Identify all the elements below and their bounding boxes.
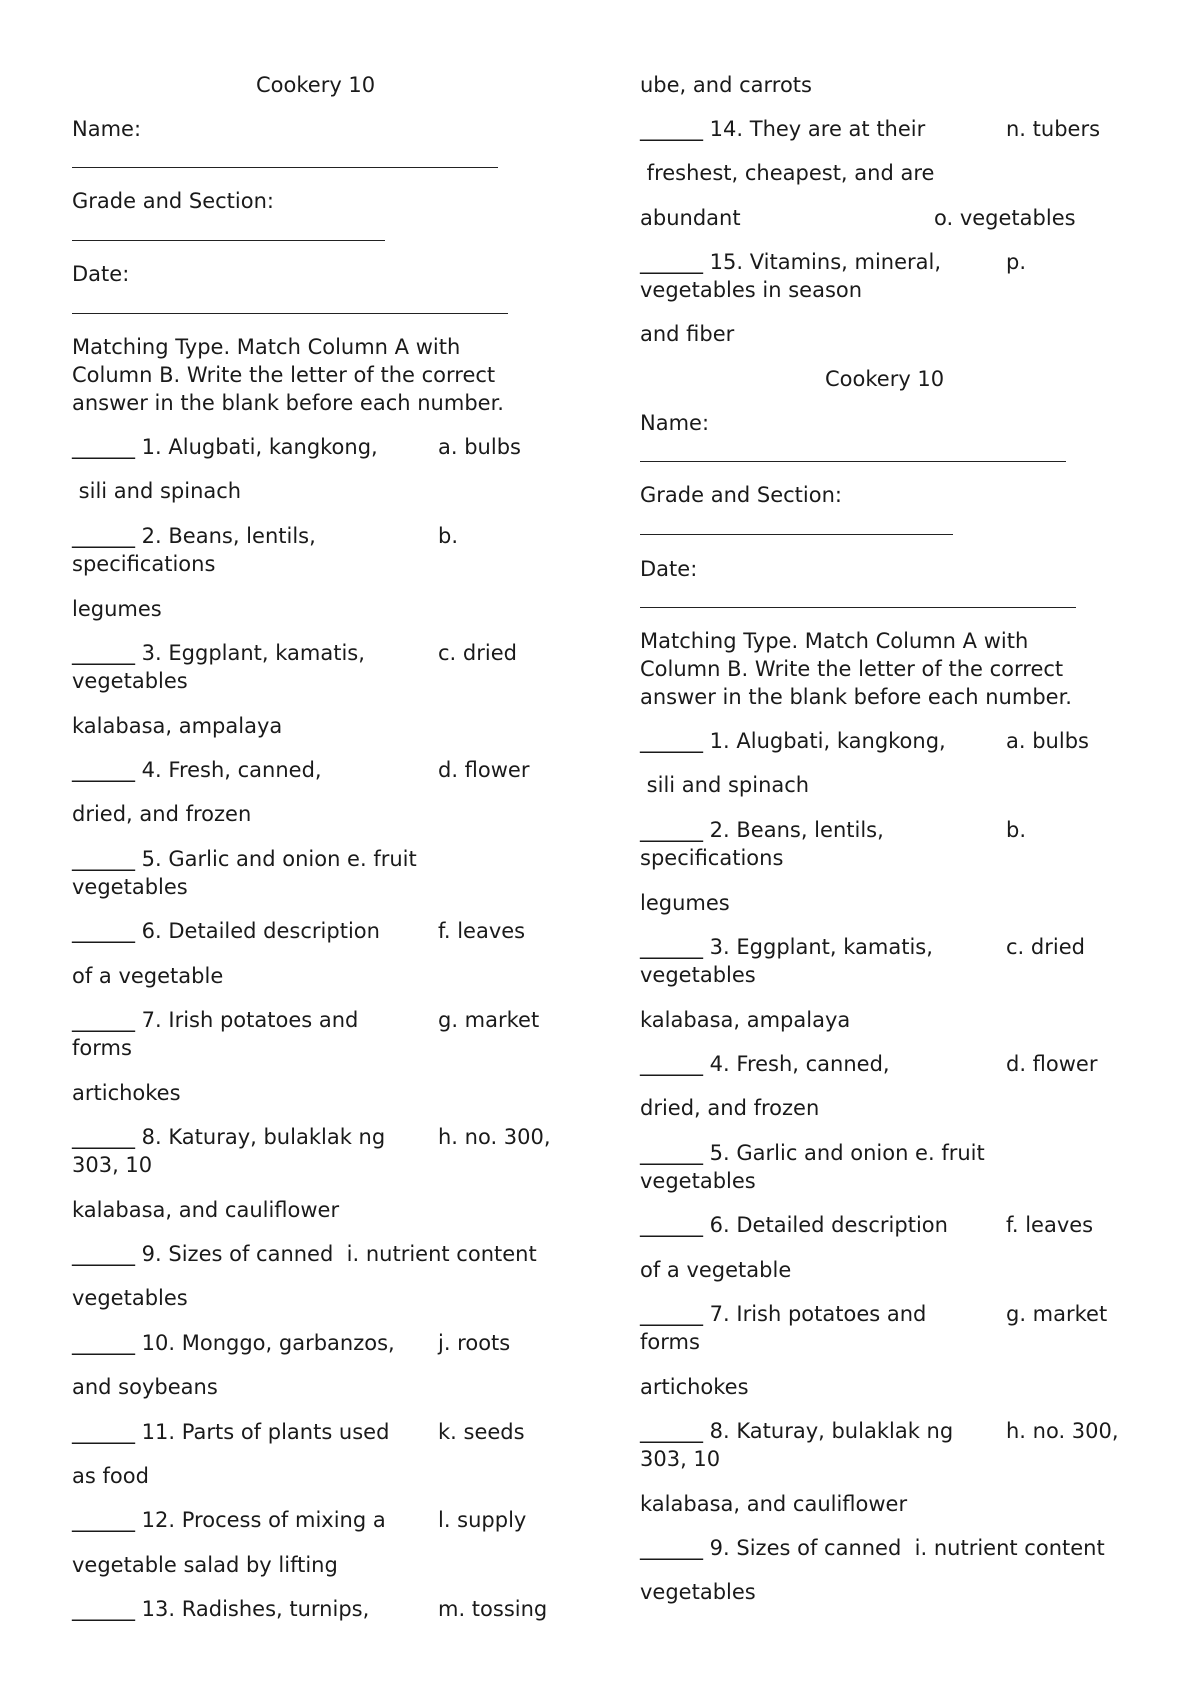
left-item-line: ______ 6. Detailed description	[72, 919, 380, 943]
left-date-blank[interactable]	[72, 313, 508, 314]
right-item-line: sili and spinach	[640, 773, 810, 797]
right-cont-line: ube, and carrots	[640, 73, 812, 97]
right-item-line: ______ 4. Fresh, canned,	[640, 1052, 890, 1076]
left-title: Cookery 10	[256, 73, 376, 97]
right-item-line: ______ 6. Detailed description	[640, 1213, 948, 1237]
right-item-line: vegetables	[640, 1169, 756, 1193]
right-item-line: dried, and frozen	[640, 1096, 820, 1120]
left-item-line: ______ 3. Eggplant, kamatis,	[72, 641, 365, 665]
left-choice: b.	[438, 524, 459, 548]
left-name-label: Name:	[72, 117, 142, 141]
right-instructions-1: Matching Type. Match Column A with	[640, 629, 1029, 653]
right-date-blank[interactable]	[640, 607, 1076, 608]
right-cont-line: ______ 15. Vitamins, mineral,	[640, 250, 942, 274]
left-choice: g. market	[438, 1008, 540, 1032]
right-title: Cookery 10	[825, 367, 945, 391]
left-choice: a. bulbs	[438, 435, 521, 459]
right-cont-choice: o. vegetables	[934, 206, 1076, 230]
left-item-line: as food	[72, 1464, 149, 1488]
right-choice: g. market	[1006, 1302, 1108, 1326]
left-choice: h. no. 300,	[438, 1125, 551, 1149]
right-grade-blank[interactable]	[640, 534, 953, 535]
right-cont-line: ______ 14. They are at their	[640, 117, 926, 141]
left-item-line: ______ 7. Irish potatoes and	[72, 1008, 359, 1032]
right-item-line: ______ 1. Alugbati, kangkong,	[640, 729, 946, 753]
left-instructions-2: Column B. Write the letter of the correct	[72, 363, 496, 387]
left-item-line: vegetables	[72, 875, 188, 899]
left-item-line: vegetable salad by lifting	[72, 1553, 338, 1577]
right-item-line: kalabasa, and cauliflower	[640, 1492, 908, 1516]
right-cont-choice: n. tubers	[1006, 117, 1101, 141]
right-item-line: kalabasa, ampalaya	[640, 1008, 851, 1032]
right-item-line: 303, 10	[640, 1447, 721, 1471]
left-item-line: ______ 9. Sizes of canned i. nutrient content	[72, 1242, 537, 1266]
right-cont-line: vegetables in season	[640, 278, 863, 302]
right-choice: c. dried	[1006, 935, 1085, 959]
left-instructions-1: Matching Type. Match Column A with	[72, 335, 461, 359]
right-item-line: legumes	[640, 891, 730, 915]
right-cont-line: and fiber	[640, 322, 735, 346]
left-item-line: 303, 10	[72, 1153, 153, 1177]
left-date-label: Date:	[72, 262, 130, 286]
right-instructions-3: answer in the blank before each number.	[640, 685, 1072, 709]
left-item-line: ______ 4. Fresh, canned,	[72, 758, 322, 782]
right-item-line: artichokes	[640, 1375, 749, 1399]
right-choice: d. flower	[1006, 1052, 1098, 1076]
left-item-line: dried, and frozen	[72, 802, 252, 826]
right-item-line: ______ 3. Eggplant, kamatis,	[640, 935, 933, 959]
left-instructions-3: answer in the blank before each number.	[72, 391, 504, 415]
left-item-line: ______ 12. Process of mixing a	[72, 1508, 386, 1532]
right-item-line: specifications	[640, 846, 784, 870]
right-name-label: Name:	[640, 411, 710, 435]
left-choice: d. flower	[438, 758, 530, 782]
left-item-line: vegetables	[72, 669, 188, 693]
left-grade-label: Grade and Section:	[72, 189, 274, 213]
right-date-label: Date:	[640, 557, 698, 581]
left-item-line: ______ 10. Monggo, garbanzos,	[72, 1331, 395, 1355]
right-grade-label: Grade and Section:	[640, 483, 842, 507]
right-item-line: ______ 2. Beans, lentils,	[640, 818, 884, 842]
left-item-line: forms	[72, 1036, 132, 1060]
left-item-line: ______ 5. Garlic and onion e. fruit	[72, 847, 417, 871]
left-choice: k. seeds	[438, 1420, 525, 1444]
left-item-line: ______ 13. Radishes, turnips,	[72, 1597, 370, 1621]
left-item-line: vegetables	[72, 1286, 188, 1310]
left-name-blank[interactable]	[72, 167, 498, 168]
left-item-line: artichokes	[72, 1081, 181, 1105]
left-item-line: ______ 8. Katuray, bulaklak ng	[72, 1125, 386, 1149]
left-item-line: kalabasa, and cauliflower	[72, 1198, 340, 1222]
right-choice: h. no. 300,	[1006, 1419, 1119, 1443]
right-item-line: ______ 7. Irish potatoes and	[640, 1302, 927, 1326]
left-item-line: and soybeans	[72, 1375, 218, 1399]
left-choice: m. tossing	[438, 1597, 548, 1621]
right-cont-choice: p.	[1006, 250, 1027, 274]
left-item-line: ______ 2. Beans, lentils,	[72, 524, 316, 548]
right-item-line: vegetables	[640, 963, 756, 987]
left-item-line: of a vegetable	[72, 964, 224, 988]
left-choice: l. supply	[438, 1508, 527, 1532]
left-item-line: kalabasa, ampalaya	[72, 714, 283, 738]
left-grade-blank[interactable]	[72, 240, 385, 241]
left-item-line: legumes	[72, 597, 162, 621]
right-choice: a. bulbs	[1006, 729, 1089, 753]
right-cont-line: freshest, cheapest, and are	[640, 161, 935, 185]
right-item-line: ______ 5. Garlic and onion e. fruit	[640, 1141, 985, 1165]
left-item-line: sili and spinach	[72, 479, 242, 503]
left-choice: j. roots	[438, 1331, 511, 1355]
left-item-line: ______ 1. Alugbati, kangkong,	[72, 435, 378, 459]
right-cont-line: abundant	[640, 206, 741, 230]
left-item-line: specifications	[72, 552, 216, 576]
right-item-line: of a vegetable	[640, 1258, 792, 1282]
right-choice: f. leaves	[1006, 1213, 1094, 1237]
left-choice: f. leaves	[438, 919, 526, 943]
right-item-line: ______ 9. Sizes of canned i. nutrient content	[640, 1536, 1105, 1560]
right-item-line: vegetables	[640, 1580, 756, 1604]
right-item-line: ______ 8. Katuray, bulaklak ng	[640, 1419, 954, 1443]
right-instructions-2: Column B. Write the letter of the correct	[640, 657, 1064, 681]
right-choice: b.	[1006, 818, 1027, 842]
right-item-line: forms	[640, 1330, 700, 1354]
left-choice: c. dried	[438, 641, 517, 665]
left-item-line: ______ 11. Parts of plants used	[72, 1420, 390, 1444]
right-name-blank[interactable]	[640, 461, 1066, 462]
